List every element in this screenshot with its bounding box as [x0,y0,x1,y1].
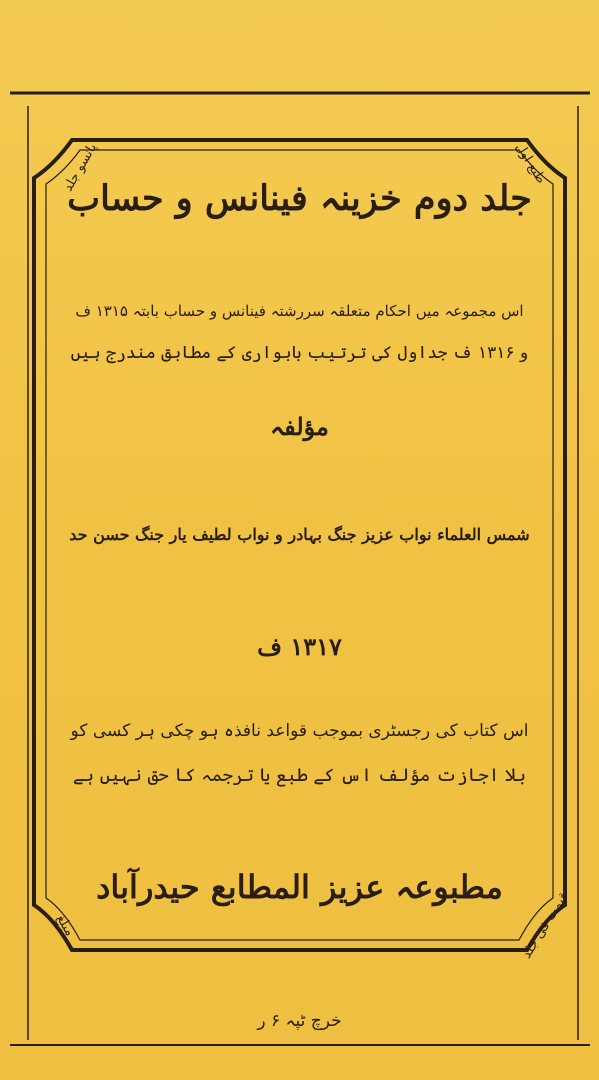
copyright-line-2: بلا اجازت مؤلف اس کے طبع یا ترجمہ کا حق نہیں ہے [72,765,527,786]
price-total-note: مبلغ [53,912,78,939]
author-name: شمس العلماء نواب عزیز جنگ بہادر و نواب لطیف یار جنگ حسن حد [69,525,530,544]
inner-border-thin [46,150,553,940]
price-per-volume-note: قیمت فی جلد [519,889,572,962]
book-title: جلد دوم خزینہ فینانس و حساب [67,178,532,219]
publication-year: ۱۳۱۷ ف [257,632,342,661]
author-label: مؤلفہ [270,412,329,441]
copies-note: پانسو جلد [60,140,101,195]
description-line-1: اس مجموعہ میں احکام متعلقہ سررشتہ فینانس و حساب بابتہ ۱۳۱۵ ف [75,302,524,320]
inner-border [34,140,565,950]
publisher: مطبوعہ عزیز المطابع حیدرآباد [96,868,503,906]
copyright-line-1: اس کتاب کی رجسٹری بموجب قواعد نافذہ ہو چکی ہر کسی کو [70,721,529,741]
description-line-2: و ۱۳۱۶ ف جداول کی ترتیب بابواری کے مطابق مندرج ہیں [70,343,529,363]
footer-note: خرچ ٹپہ ۶ ر [257,1011,342,1031]
edition-note: طبع اول [512,140,549,187]
